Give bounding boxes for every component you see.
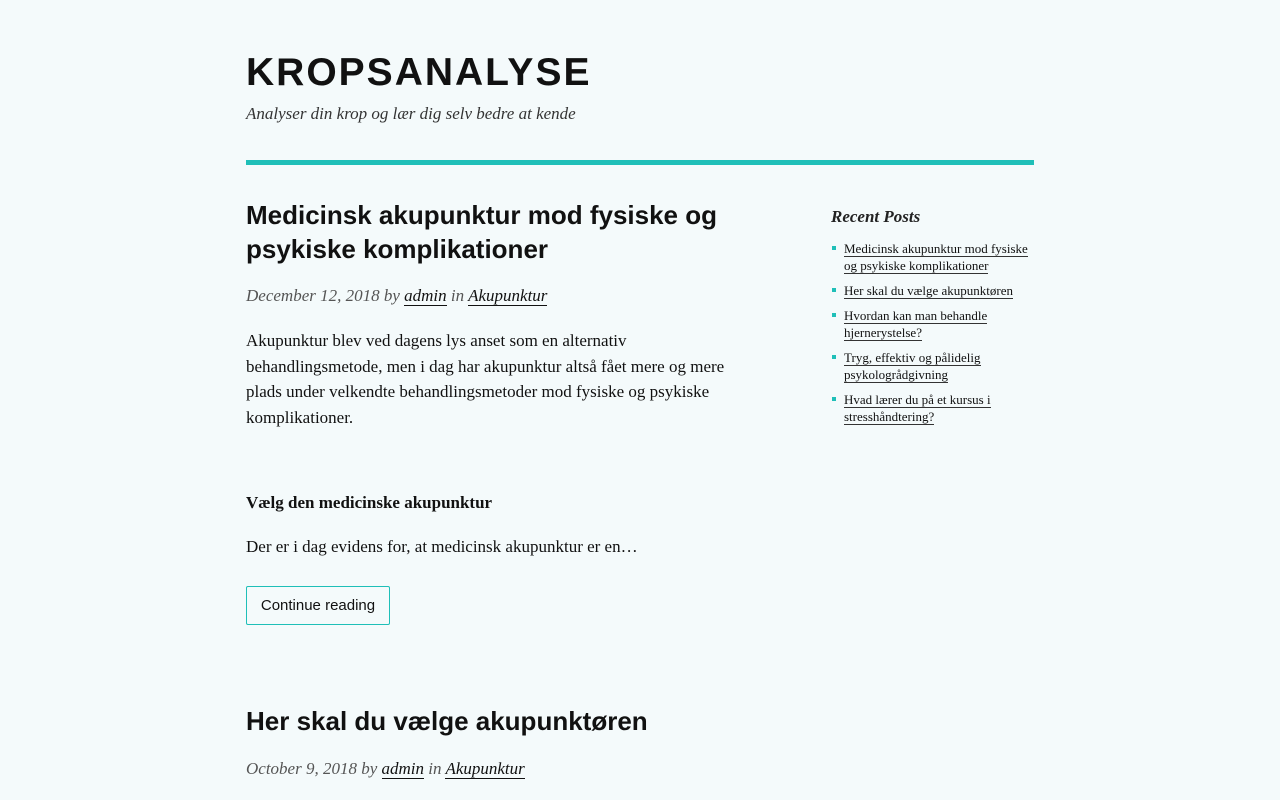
post-subheading: Vælg den medicinske akupunktur [246, 493, 493, 512]
bullet-icon [832, 397, 836, 401]
recent-post-link[interactable]: Medicinsk akupunktur mod fysiske og psykiske komplikationer [844, 241, 1028, 273]
recent-posts-title: Recent Posts [831, 207, 921, 226]
post-excerpt-continued: Der er i dag evidens for, at medicinsk akupunktur er en… [246, 537, 638, 556]
bullet-icon [832, 355, 836, 359]
header-divider [246, 160, 1034, 165]
post-in-label: in [450, 286, 465, 305]
post-category-link[interactable]: Akupunktur [445, 759, 525, 778]
site-title[interactable]: KROPSANALYSE [246, 51, 592, 94]
recent-post-link[interactable]: Hvordan kan man behandle hjernerystelse? [844, 308, 988, 340]
recent-post-link[interactable]: Her skal du vælge akupunktøren [844, 283, 1013, 298]
post-by-label: by [383, 286, 400, 305]
sidebar [831, 205, 1034, 433]
list-item [831, 240, 1034, 274]
continue-reading-button[interactable]: Continue reading [246, 586, 390, 625]
post-author-link[interactable]: admin [381, 759, 425, 778]
post-author-link[interactable]: admin [404, 286, 447, 305]
list-item [831, 282, 1034, 299]
post-in-label: in [428, 759, 442, 778]
recent-post-link[interactable]: Hvad lærer du på et kursus i stresshåndtering? [844, 392, 991, 424]
recent-posts-list [831, 240, 1034, 425]
post-date: December 12, 2018 [246, 286, 380, 305]
post-meta [246, 285, 547, 307]
bullet-icon [832, 313, 836, 317]
post-meta [246, 758, 525, 780]
post-excerpt: Akupunktur blev ved dagens lys anset som en alternativ behandlingsmetode, men i dag har akupunktur altså fået mere og mere plads under velkendte behandlingsmetoder mod fysiske og psykiske komplikationer. [246, 331, 725, 428]
list-item [831, 349, 1034, 383]
post-by-label: by [361, 759, 378, 778]
list-item [831, 391, 1034, 425]
post-title[interactable]: Her skal du vælge akupunktøren [246, 706, 648, 736]
post-category-link[interactable]: Akupunktur [468, 286, 548, 305]
post-title[interactable]: Medicinsk akupunktur mod fysiske og psykiske komplikationer [246, 200, 717, 264]
list-item [831, 307, 1034, 341]
recent-post-link[interactable]: Tryg, effektiv og pålidelig psykologrådgivning [844, 350, 981, 382]
site-tagline: Analyser din krop og lær dig selv bedre at kende [246, 104, 576, 123]
bullet-icon [832, 288, 836, 292]
bullet-icon [832, 246, 836, 250]
post-date: October 9, 2018 [246, 759, 357, 778]
